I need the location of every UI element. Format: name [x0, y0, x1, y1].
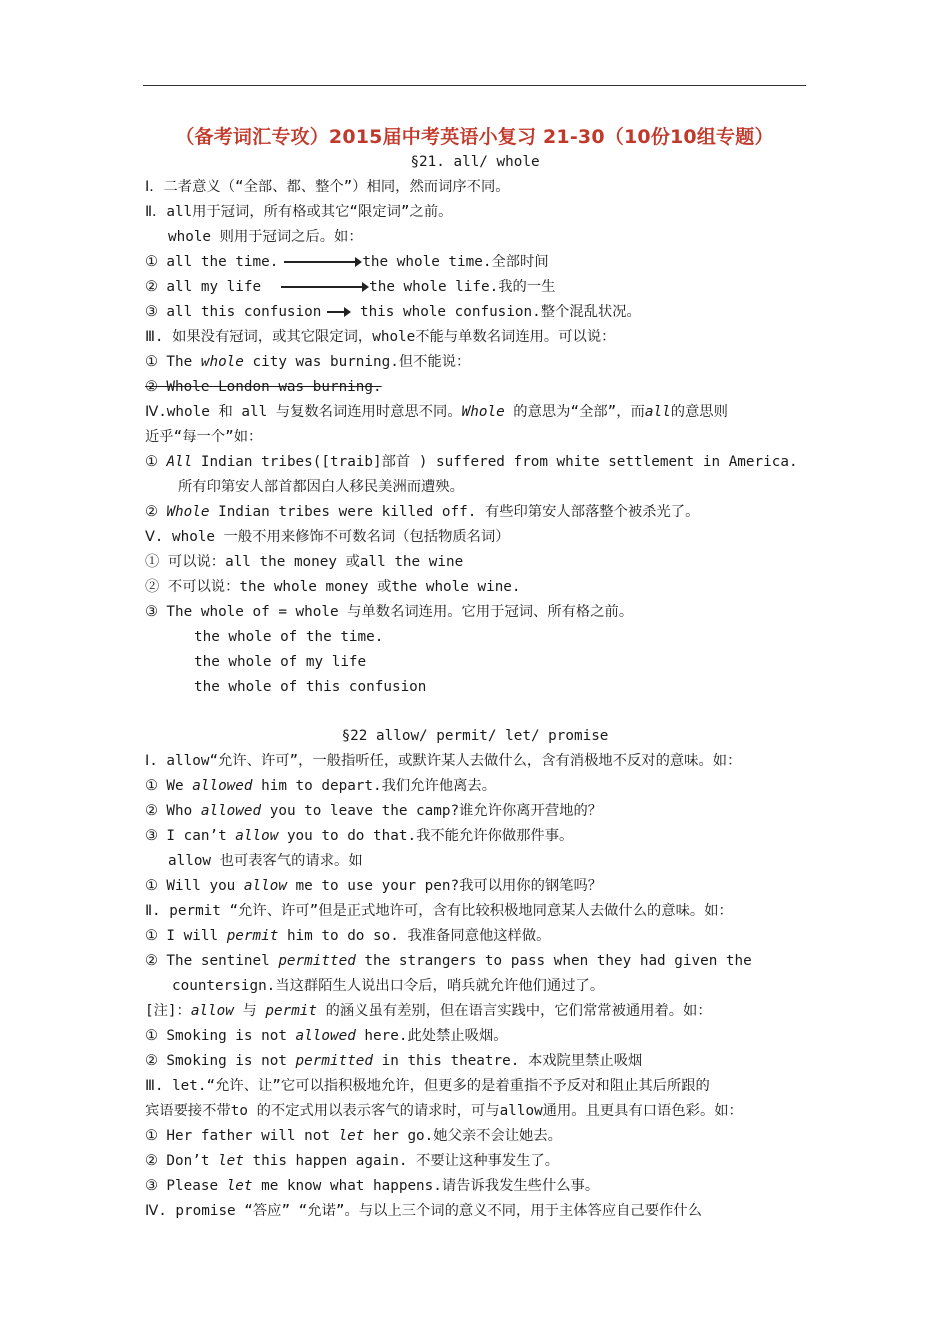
text-run: him to depart.我们允许他离去。: [252, 778, 497, 794]
example-right: the whole life.我的一生: [369, 279, 556, 295]
text-run: in this theatre. 本戏院里禁止吸烟: [373, 1053, 643, 1069]
text-run: this happen again. 不要让这种事发生了。: [243, 1153, 560, 1169]
text-run: me know what happens.请告诉我发生些什么事。: [252, 1178, 600, 1194]
example-line: the whole of the time.: [194, 629, 384, 645]
text-run: 与: [233, 1003, 266, 1019]
italic-term: Whole: [166, 504, 210, 520]
text-run: [注]：: [145, 1003, 191, 1019]
example-line: the whole of my life: [194, 654, 367, 670]
header-rule: [143, 85, 806, 86]
italic-term: allow: [243, 878, 287, 894]
text-run: her go.她父亲不会让她去。: [364, 1128, 562, 1144]
example-line: ① 可以说：all the money 或all the wine: [145, 554, 464, 570]
italic-term: let: [218, 1153, 244, 1169]
text-run: Ⅳ.whole 和 all 与复数名词连用时意思不同。: [145, 404, 462, 420]
example-right: the whole time.全部时间: [362, 254, 549, 270]
example-line: [145, 352, 470, 372]
example-line: [145, 951, 752, 971]
example-line: ② 不可以说：the whole money 或the whole wine.: [145, 579, 521, 595]
example-line: [145, 801, 602, 821]
text-run: Indian tribes were killed off. 有些印第安人部落整个被杀光了。: [209, 504, 700, 520]
italic-term: permitted: [295, 1053, 374, 1069]
paragraph-line: Ⅰ. allow“允许、许可”，一般指听任，或默许某人去做什么，含有消极地不反对的意味。如：: [145, 753, 742, 769]
paragraph-line: Ⅲ. 如果没有冠词，或其它限定词，whole不能与单数名词连用。可以说：: [145, 329, 616, 345]
text-run: ③ Please: [145, 1178, 227, 1194]
text-run: you to do that.我不能允许你做那件事。: [278, 828, 574, 844]
paragraph-line: 近乎“每一个”如：: [145, 429, 263, 445]
italic-term: let: [338, 1128, 365, 1144]
arrow-icon: [281, 286, 367, 288]
example-line: [145, 502, 699, 522]
paragraph-line: Ⅱ. permit “允许、许可”但是正式地许可，含有比较积极地同意某人去做什么的意味。如：: [145, 903, 733, 919]
paragraph-line: allow 也可表客气的请求。如: [168, 853, 363, 869]
text-run: ③ I can’t: [145, 828, 236, 844]
example-left: ③ all this confusion: [145, 304, 322, 320]
text-run: ① I will: [145, 928, 227, 944]
example-line: [145, 776, 496, 796]
paragraph-line: Ⅳ. promise “答应” “允诺”。与以上三个词的意义不同，用于主体答应自己要作什么: [145, 1203, 702, 1219]
arrow-icon: [284, 261, 360, 263]
italic-term: all: [644, 404, 671, 420]
italic-term: allowed: [200, 803, 262, 819]
example-line: [145, 1176, 599, 1196]
example-line: [145, 1026, 508, 1046]
italic-term: let: [226, 1178, 253, 1194]
text-run: ① Her father will not: [145, 1128, 339, 1144]
italic-term: permit: [226, 928, 279, 944]
paragraph-line: [145, 1001, 712, 1021]
text-run: here.此处禁止吸烟。: [355, 1028, 508, 1044]
italic-term: allowed: [192, 778, 253, 794]
example-line: ③ The whole of = whole 与单数名词连用。它用于冠词、所有格之前。: [145, 604, 634, 620]
italic-term: Whole: [461, 404, 505, 420]
paragraph-line: Ⅰ．二者意义（“全部、都、整个”）相同，然而词序不同。: [145, 179, 510, 195]
arrow-icon: [327, 311, 349, 313]
text-run: ① We: [145, 778, 193, 794]
example-left: ② all my life: [145, 279, 262, 295]
text-run: 的意思则: [670, 404, 728, 420]
text-run: ①: [145, 454, 167, 470]
text-run: you to leave the camp?谁允许你离开营地的？: [261, 803, 603, 819]
text-run: ② Smoking is not: [145, 1053, 296, 1069]
paragraph-line: Ⅲ. let.“允许、让”它可以指积极地允许，但更多的是着重指不予反对和阻止其后所跟的: [145, 1078, 710, 1094]
text-run: ②: [145, 504, 167, 520]
example-line: [145, 452, 798, 472]
text-run: ② Don’t: [145, 1153, 219, 1169]
example-line: the whole of this confusion: [194, 679, 427, 695]
text-run: the strangers to pass when they had given the: [355, 953, 752, 969]
text-run: ① Smoking is not: [145, 1028, 296, 1044]
text-run: ① The: [145, 354, 201, 370]
translation-line: 所有印第安人部首都因白人移民美洲而遭殃。: [178, 479, 464, 495]
example-line: [145, 876, 602, 896]
section-21-heading: §21. all/ whole: [410, 154, 540, 170]
text-run: ② The sentinel: [145, 953, 279, 969]
struck-example: ② Whole London was burning.: [145, 379, 382, 395]
section-22-heading: §22 allow/ permit/ let/ promise: [341, 728, 609, 744]
example-line: [145, 926, 550, 946]
example-line: [145, 1051, 642, 1071]
example-line: [145, 1126, 562, 1146]
text-run: 的涵义虽有差别，但在语言实践中，它们常常被通用着。如：: [317, 1003, 712, 1019]
italic-term: allowed: [295, 1028, 356, 1044]
italic-term: permit: [265, 1003, 318, 1019]
italic-term: allow: [190, 1003, 234, 1019]
text-run: ② Who: [145, 803, 201, 819]
text-run: city was burning.但不能说：: [243, 354, 471, 370]
text-run: 的意思为“全部”，而: [504, 404, 645, 420]
example-line: [145, 302, 641, 322]
italic-term: whole: [200, 354, 244, 370]
italic-term: All: [166, 454, 193, 470]
italic-term: allow: [235, 828, 279, 844]
paragraph-line: 宾语要接不带to 的不定式用以表示客气的请求时，可与allow通用。且更具有口语色彩。如：: [145, 1103, 743, 1119]
paragraph-line: Ⅴ. whole 一般不用来修饰不可数名词（包括物质名词）: [145, 529, 510, 545]
paragraph-line: [145, 402, 728, 422]
example-line: [145, 252, 549, 272]
example-line: [145, 826, 573, 846]
text-run: ① Will you: [145, 878, 244, 894]
example-line: [145, 1151, 559, 1171]
example-right: this whole confusion.整个混乱状况。: [351, 304, 641, 320]
text-run: me to use your pen?我可以用你的钢笔吗？: [286, 878, 603, 894]
paragraph-line: whole 则用于冠词之后。如：: [168, 229, 363, 245]
paragraph-line: Ⅱ．all用于冠词，所有格或其它“限定词”之前。: [145, 204, 453, 220]
example-line: [145, 277, 555, 297]
document-title: （备考词汇专攻）2015届中考英语小复习 21-30（10份10组专题）: [175, 126, 774, 148]
text-run: him to do so. 我准备同意他这样做。: [278, 928, 551, 944]
example-line: countersign.当这群陌生人说出口令后，哨兵就允许他们通过了。: [172, 978, 605, 994]
italic-term: permitted: [278, 953, 356, 969]
text-run: Indian tribes([traib]部首 ) suffered from white settlement in America.: [192, 454, 798, 470]
example-left: ① all the time.: [145, 254, 279, 270]
